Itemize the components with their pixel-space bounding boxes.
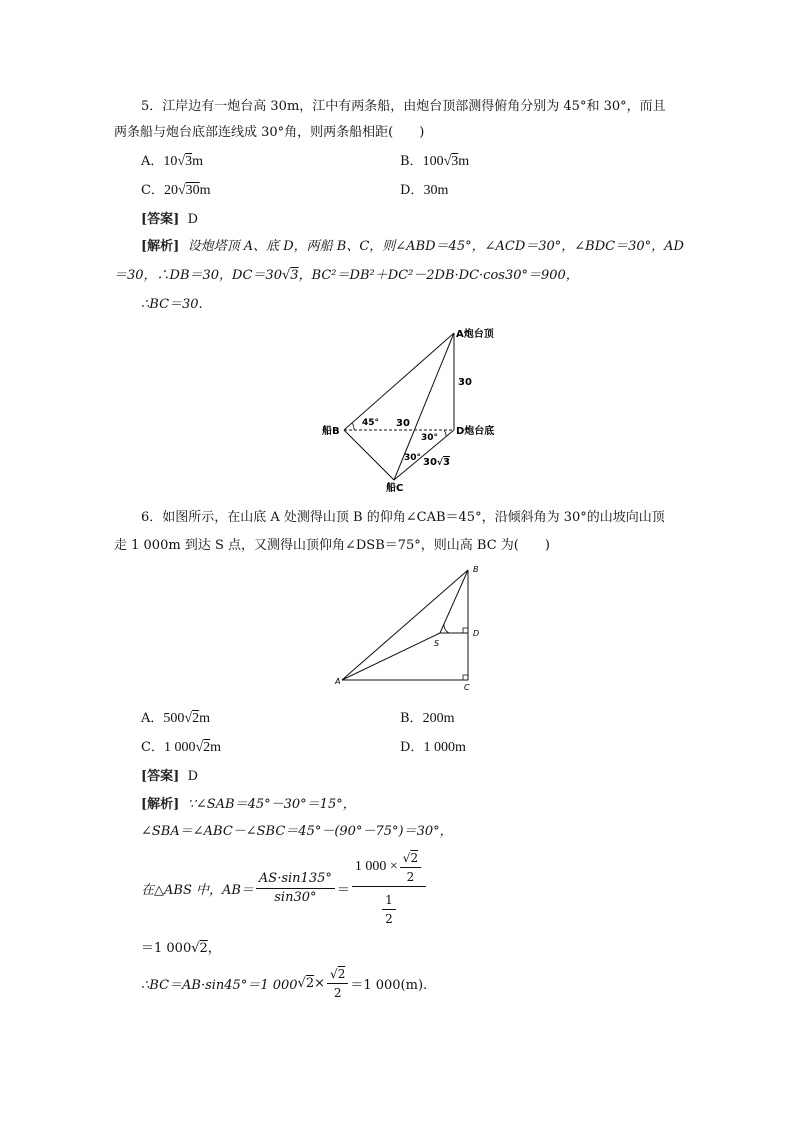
q5-analysis-line2: ＝30，∴DB＝30，DC＝30√3，BC²＝DB²＋DC²－2DB·DC·cos30°＝900， <box>114 268 579 283</box>
q6-stem-line2: 走 1 000m 到达 S 点，又测得山顶仰角∠DSB＝75°，则山高 BC 为( ) <box>114 538 550 553</box>
answer-tag: [答案] <box>141 212 180 227</box>
q5-option-d: D．30m <box>400 183 449 198</box>
label-A: A炮台顶 <box>456 329 494 340</box>
analysis-tag: [解析] <box>141 797 180 812</box>
label-D: D炮台底 <box>456 426 495 437</box>
edge-SB <box>440 570 468 633</box>
q6-option-c: C．1 000√2m <box>141 740 222 755</box>
angle-arc-B <box>352 423 354 430</box>
q5-analysis-line3: ∴BC＝30. <box>141 297 203 312</box>
q5-stem-line1: 5．江岸边有一炮台高 30m，江中有两条船，由炮台顶部测得俯角分别为 45°和 30°，而且 <box>141 99 666 114</box>
q6-step3: 在△ABS 中，AB＝ $\frac{AS\cdot\sin 135^\circ}{\sin 30^\circ}$ ＝ 1 000 × $\frac{√2}{2}$ $\frac{1}{2}$ <box>141 846 428 930</box>
q6-option-a: A．500√2m <box>141 711 210 726</box>
analysis-tag: [解析] <box>141 239 180 254</box>
fraction-sqrt2-over-2: $\frac{√2}{2}$ <box>327 965 348 1002</box>
edge-AB <box>344 333 454 430</box>
label-dist-BD: 30 <box>396 418 410 429</box>
q5-option-a: A．10√3m <box>141 154 203 169</box>
right-angle-D <box>463 628 468 633</box>
answer-tag: [答案] <box>141 769 180 784</box>
edge-AB <box>342 570 468 680</box>
q6-step4: ＝1 000√2， <box>141 941 221 956</box>
q6-option-d: D．1 000m <box>400 740 466 755</box>
label-S: S <box>434 639 440 648</box>
label-A: A <box>335 677 341 686</box>
q6-stem-line1: 6．如图所示，在山底 A 处测得山顶 B 的仰角∠CAB＝45°，沿倾斜角为 30°的山坡向山顶 <box>141 510 665 525</box>
edge-BC <box>344 430 394 480</box>
q5-stem-line2: 两条船与炮台底部连线成 30°角，则两条船相距( ) <box>114 125 425 140</box>
label-angle-D: 30° <box>421 433 439 443</box>
q5-answer: [答案] D <box>141 212 199 227</box>
q6-step2: ∠SBA＝∠ABC－∠SBC＝45°－(90°－75°)＝30°， <box>141 824 453 839</box>
label-C: 船C <box>386 483 404 494</box>
label-B: B <box>473 565 479 574</box>
label-B: 船B <box>322 426 340 437</box>
q5-option-c: C．20√30m <box>141 183 211 198</box>
label-angle-B: 45° <box>362 418 380 428</box>
q6-answer: [答案] D <box>141 769 199 784</box>
fraction-as-sin: $\frac{AS\cdot\sin 135^\circ}{\sin 30^\circ}$ <box>256 870 335 907</box>
right-angle-C <box>463 675 468 680</box>
fraction-compound: 1 000 × $\frac{√2}{2}$ $\frac{1}{2}$ <box>352 849 426 928</box>
fraction-sqrt2-over-2: $\frac{√2}{2}$ <box>400 849 421 886</box>
angle-arc-D <box>444 430 446 436</box>
q5-figure <box>320 325 510 495</box>
label-height: 30 <box>458 377 472 388</box>
label-C: C <box>464 683 470 692</box>
angle-arc-S <box>444 624 449 633</box>
fraction-one-half: $\frac{1}{2}$ <box>382 891 396 928</box>
label-D: D <box>473 629 480 638</box>
label-angle-C: 30° <box>404 453 422 463</box>
q5-option-b: B．100√3m <box>400 154 470 169</box>
edge-AS <box>342 633 440 680</box>
q6-figure <box>330 562 490 692</box>
q6-step1: [解析] ∵∠SAB＝45°－30°＝15°， <box>141 797 356 812</box>
label-dist-DC: 30√3 <box>423 457 450 468</box>
q6-option-b: B．200m <box>400 711 455 726</box>
q5-analysis-line1: [解析] 设炮塔顶 A、底 D，两船 B、C，则∠ABD＝45°，∠ACD＝30°，∠BDC＝30°，AD <box>141 239 684 254</box>
q6-step5: ∴BC＝AB·sin45°＝1 000 √ 2 × $\frac{√2}{2}$ ＝1 000(m). <box>141 966 428 1000</box>
